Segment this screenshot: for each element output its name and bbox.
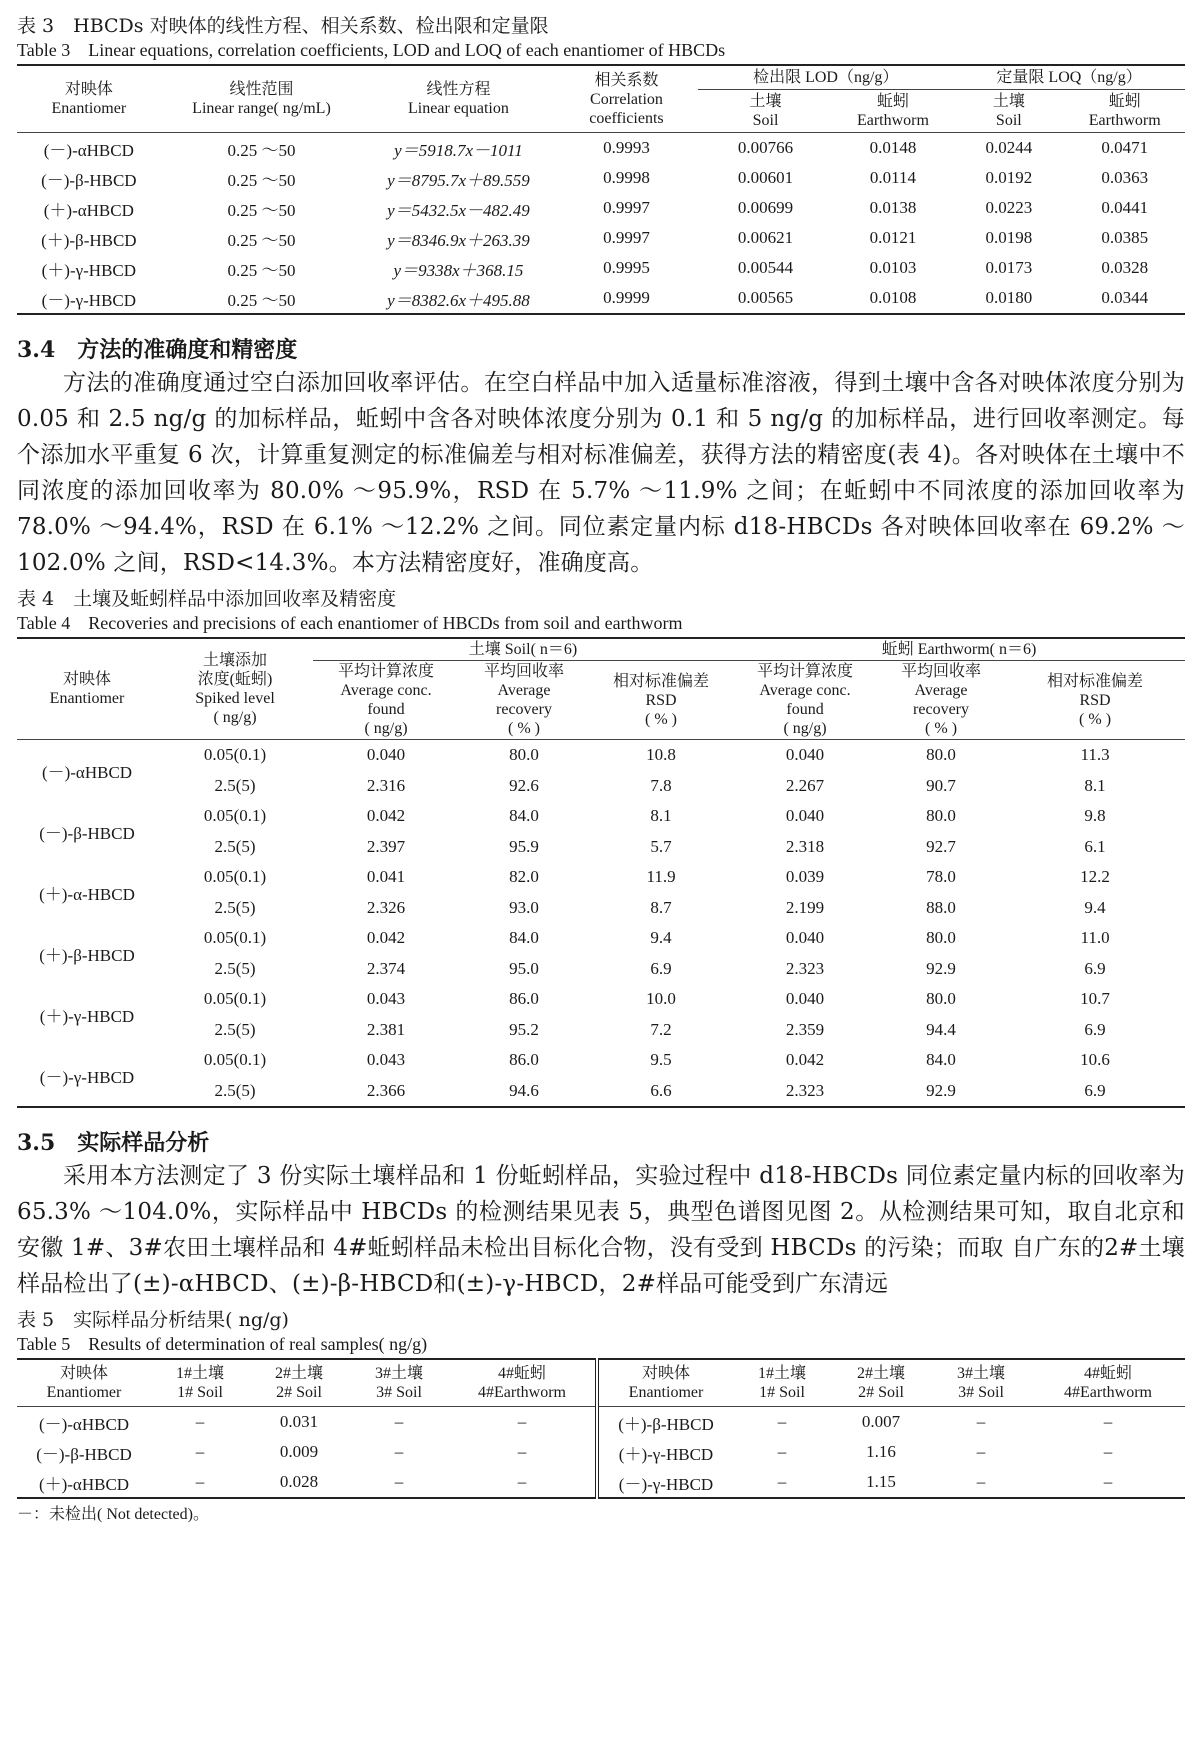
section34-title: 3.4 方法的准确度和精密度 [17, 337, 298, 363]
t3-head-loq-soil: 土壤 Soil [953, 90, 1064, 133]
table3 [17, 64, 1185, 315]
table5 [17, 1358, 1185, 1499]
t3-cell-range: 0.25 ～50 [227, 260, 296, 280]
t4-cell-s-conc: 2.397 [366, 836, 406, 856]
t4-cell-spike: 2.5(5) [214, 836, 256, 856]
t3-cell-range: 0.25 ～50 [227, 140, 296, 160]
t3-cell-loq-soil: 0.0244 [985, 138, 1033, 157]
t4-cell-enantiomer: (＋)-α-HBCD [39, 885, 135, 904]
t4-row [17, 893, 1185, 924]
t4-cell-enantiomer: (＋)-γ-HBCD [39, 1007, 135, 1026]
t4-cell-s-rec: 84.0 [509, 806, 539, 826]
t4-cell-w-conc: 0.042 [785, 1050, 825, 1070]
t4-cell-s-rec: 80.0 [509, 745, 539, 765]
t4-cell-w-rsd: 6.9 [1084, 958, 1106, 978]
t3-cell-equation: y＝5918.7x－1011 [394, 140, 523, 160]
t4-cell-w-rsd: 6.9 [1084, 1019, 1106, 1039]
t4-cell-w-rec: 80.0 [926, 806, 956, 826]
t4-row [17, 923, 1185, 954]
table4-caption-en: Table 4 Recoveries and precisions of each enantiomer of HBCDs from soil and earthworm [17, 613, 683, 633]
t4-cell-s-rec: 82.0 [509, 867, 539, 887]
t4-row [17, 832, 1185, 863]
t3-cell-corr: 0.9998 [603, 168, 650, 187]
t3-cell-lod-soil: 0.00601 [737, 168, 794, 187]
t3-cell-loq-worm: 0.0441 [1101, 198, 1149, 217]
t5-cell-r-s1: – [777, 1442, 787, 1461]
t4-cell-s-rsd: 8.1 [650, 806, 672, 826]
t4-cell-w-conc: 2.323 [785, 1080, 825, 1100]
t5-cell-l-name: (－)-β-HBCD [36, 1444, 132, 1464]
t4-cell-w-rec: 80.0 [926, 745, 956, 765]
section35-body [17, 1158, 1185, 1302]
t4-cell-enantiomer: (－)-γ-HBCD [39, 1068, 135, 1087]
t4-cell-s-conc: 2.374 [366, 958, 406, 978]
t4-cell-s-rsd: 9.4 [650, 928, 672, 948]
t3-cell-lod-worm: 0.0148 [869, 138, 917, 157]
t3-row [17, 163, 1185, 193]
t4-cell-s-rec: 95.0 [509, 958, 539, 978]
section34-paragraph: 方法的准确度通过空白添加回收率评估。在空白样品中加入适量标准溶液，得到土壤中含各对映体浓度分别为 0.05 和 2.5 ng/g 的加标样品，蚯蚓中含各对映体浓度分别为 0.1 和 5 ng/g 的加标样品，进行回收率测定。每个添加水平重复 6 次，计算重复测定的标准偏差与相对标准偏差，获得方法的精密度(表 4)。各对映体在土壤中不同浓度的添加回收率为 80.0% ～95.9%，RSD 在 5.7% ～11.9% 之间；在蚯蚓中不同浓度的添加回收率为 78.0% ～94.4%，RSD 在 6.1% ～12.2% 之间。同位素定量内标 d18-HBCDs 各对映体回收率在 69.2% ～102.0% 之间，RSD<14.3%。本方法精密度好，准确度高。 [17, 370, 1185, 576]
t3-cell-range: 0.25 ～50 [227, 230, 296, 250]
t4-cell-w-rec: 78.0 [926, 867, 956, 887]
t4-cell-s-conc: 2.316 [366, 775, 406, 795]
t3-cell-lod-soil: 0.00544 [737, 258, 794, 277]
t4-cell-w-rsd: 6.9 [1084, 1080, 1106, 1100]
t4-cell-s-rsd: 7.8 [650, 775, 672, 795]
t4-cell-w-conc: 2.318 [785, 836, 825, 856]
t4-cell-w-conc: 2.359 [785, 1019, 825, 1039]
t3-cell-corr: 0.9995 [603, 258, 650, 277]
t4-row [17, 984, 1185, 1015]
t4-cell-s-conc: 0.042 [366, 928, 406, 948]
t4-cell-s-rsd: 11.9 [646, 867, 676, 887]
t5-cell-l-s2: 0.009 [279, 1442, 319, 1461]
t4-cell-s-rsd: 5.7 [650, 836, 672, 856]
t5-head-l-w4: 4#蚯蚓 4#Earthworm [449, 1359, 597, 1407]
t3-row [17, 223, 1185, 253]
t4-cell-w-rec: 92.9 [926, 1080, 956, 1100]
t4-head-worm-rsd: 相对标准偏差 RSD ( % ) [1005, 661, 1185, 740]
t3-cell-corr: 0.9999 [603, 288, 650, 307]
t3-cell-loq-worm: 0.0363 [1101, 168, 1149, 187]
t5-cell-r-w4: – [1103, 1442, 1113, 1461]
t4-cell-w-rsd: 9.4 [1084, 897, 1106, 917]
t5-row [17, 1467, 1185, 1498]
t4-cell-w-conc: 0.039 [785, 867, 825, 887]
t4-cell-enantiomer: (－)-αHBCD [41, 763, 133, 782]
t4-cell-s-rsd: 10.0 [646, 989, 676, 1009]
t5-cell-r-s2: 0.007 [861, 1412, 901, 1431]
t5-cell-l-s1: – [195, 1412, 205, 1431]
t5-cell-r-s3: – [976, 1472, 986, 1491]
t3-cell-range: 0.25 ～50 [227, 290, 296, 310]
t5-head-l-s2: 2#土壤 2# Soil [249, 1359, 349, 1407]
t5-cell-r-s3: – [976, 1412, 986, 1431]
t5-cell-l-s3: – [394, 1472, 404, 1491]
t4-cell-s-rsd: 8.7 [650, 897, 672, 917]
t4-row [17, 954, 1185, 985]
t4-row [17, 1015, 1185, 1046]
t4-cell-s-rec: 95.2 [509, 1019, 539, 1039]
t3-row [17, 253, 1185, 283]
t5-cell-l-name: (＋)-αHBCD [38, 1474, 130, 1494]
table3-caption-cn: 表 3 HBCDs 对映体的线性方程、相关系数、检出限和定量限 [17, 15, 549, 37]
table3-caption-en: Table 3 Linear equations, correlation coefficients, LOD and LOQ of each enantiomer of HBCDs [17, 40, 726, 60]
t4-head-worm-avg: 平均计算浓度 Average conc. found ( ng/g) [733, 661, 877, 740]
t5-head-r-w4: 4#蚯蚓 4#Earthworm [1031, 1359, 1185, 1407]
t3-cell-lod-soil: 0.00565 [737, 288, 794, 307]
t5-cell-l-s2: 0.028 [279, 1472, 319, 1491]
t3-cell-corr: 0.9997 [603, 198, 650, 217]
t4-cell-spike: 0.05(0.1) [203, 1050, 267, 1070]
t3-cell-equation: y＝8795.7x＋89.559 [387, 170, 530, 190]
t4-cell-s-conc: 0.041 [366, 867, 406, 887]
t4-cell-w-rsd: 12.2 [1080, 867, 1110, 887]
table5-caption-cn: 表 5 实际样品分析结果( ng/g) [17, 1309, 289, 1331]
t4-cell-w-rsd: 11.0 [1080, 928, 1110, 948]
t4-cell-w-conc: 0.040 [785, 928, 825, 948]
t4-cell-spike: 2.5(5) [214, 1019, 256, 1039]
t5-head-r-s1: 1#土壤 1# Soil [733, 1359, 831, 1407]
t3-cell-lod-soil: 0.00699 [737, 198, 794, 217]
t4-row [17, 740, 1185, 771]
t3-cell-loq-worm: 0.0385 [1101, 228, 1149, 247]
t4-cell-s-rsd: 7.2 [650, 1019, 672, 1039]
t5-head-r-s3: 3#土壤 3# Soil [931, 1359, 1031, 1407]
t4-cell-spike: 0.05(0.1) [203, 745, 267, 765]
t4-cell-w-rec: 80.0 [926, 928, 956, 948]
t3-cell-loq-soil: 0.0192 [985, 168, 1033, 187]
t5-cell-l-s3: – [394, 1442, 404, 1461]
t4-cell-spike: 2.5(5) [214, 1080, 256, 1100]
t4-cell-s-rsd: 6.6 [650, 1080, 672, 1100]
t4-cell-s-conc: 2.381 [366, 1019, 406, 1039]
t3-head-range: 线性范围 Linear range( ng/mL) [161, 65, 363, 133]
t5-cell-l-s2: 0.031 [279, 1412, 319, 1431]
t5-cell-r-s1: – [777, 1472, 787, 1491]
t4-cell-s-rsd: 10.8 [646, 745, 676, 765]
t4-cell-s-conc: 2.366 [366, 1080, 406, 1100]
t4-cell-w-rec: 84.0 [926, 1050, 956, 1070]
t5-body [17, 1407, 1185, 1499]
t4-cell-w-conc: 2.267 [785, 775, 825, 795]
t4-cell-w-rec: 94.4 [926, 1019, 956, 1039]
t5-head-r-s2: 2#土壤 2# Soil [831, 1359, 931, 1407]
t4-cell-s-rec: 95.9 [509, 836, 539, 856]
t3-cell-loq-soil: 0.0180 [985, 288, 1033, 307]
t3-cell-loq-worm: 0.0344 [1101, 288, 1149, 307]
t4-cell-w-rsd: 10.6 [1080, 1050, 1110, 1070]
t4-cell-enantiomer: (－)-β-HBCD [39, 824, 135, 843]
t4-cell-s-conc: 0.042 [366, 806, 406, 826]
t5-cell-r-name: (＋)-β-HBCD [597, 1407, 733, 1438]
t4-head-spike: 土壤添加 浓度(蚯蚓) Spiked level ( ng/g) [157, 638, 313, 740]
t5-cell-r-w4: – [1103, 1472, 1113, 1491]
t3-head-loq-worm: 蚯蚓 Earthworm [1064, 90, 1185, 133]
t4-head-soil-avg: 平均计算浓度 Average conc. found ( ng/g) [313, 661, 459, 740]
t4-body [17, 740, 1185, 1108]
t4-cell-s-rsd: 6.9 [650, 958, 672, 978]
t4-cell-s-conc: 0.040 [366, 745, 406, 765]
t4-head-worm-group: 蚯蚓 Earthworm( n＝6) [733, 638, 1185, 661]
t3-cell-lod-worm: 0.0114 [869, 168, 917, 187]
table5-caption-en: Table 5 Results of determination of real samples( ng/g) [17, 1334, 428, 1354]
t4-head-enantiomer: 对映体 Enantiomer [17, 638, 157, 740]
t3-head-lod-worm: 蚯蚓 Earthworm [833, 90, 954, 133]
t4-head-worm-rec: 平均回收率 Average recovery ( % ) [877, 661, 1005, 740]
t4-cell-w-rsd: 8.1 [1084, 775, 1106, 795]
t3-cell-enantiomer: (－)-αHBCD [43, 140, 134, 160]
t3-row [17, 283, 1185, 314]
t4-head-soil-group: 土壤 Soil( n＝6) [313, 638, 733, 661]
t3-cell-lod-worm: 0.0108 [869, 288, 917, 307]
t4-cell-w-rec: 80.0 [926, 989, 956, 1009]
t4-cell-w-conc: 0.040 [785, 989, 825, 1009]
t4-cell-s-rsd: 9.5 [650, 1050, 672, 1070]
t5-row [17, 1437, 1185, 1467]
t3-cell-lod-worm: 0.0121 [869, 228, 917, 247]
t3-cell-enantiomer: (＋)-αHBCD [43, 200, 134, 220]
t4-cell-spike: 0.05(0.1) [203, 806, 267, 826]
table4-caption-cn: 表 4 土壤及蚯蚓样品中添加回收率及精密度 [17, 588, 397, 610]
t4-cell-spike: 0.05(0.1) [203, 867, 267, 887]
t4-cell-enantiomer: (＋)-β-HBCD [39, 946, 135, 965]
t4-cell-w-conc: 0.040 [785, 745, 825, 765]
t3-cell-loq-worm: 0.0328 [1101, 258, 1149, 277]
t5-head-l-enantiomer: 对映体 Enantiomer [17, 1359, 151, 1407]
t4-head-soil-rec: 平均回收率 Average recovery ( % ) [459, 661, 589, 740]
t5-cell-r-name: (＋)-γ-HBCD [597, 1437, 733, 1467]
t4-row [17, 771, 1185, 802]
t4-cell-spike: 0.05(0.1) [203, 989, 267, 1009]
t3-head-enantiomer: 对映体 Enantiomer [17, 65, 161, 133]
t3-cell-lod-worm: 0.0103 [869, 258, 917, 277]
t5-cell-r-name: (－)-γ-HBCD [597, 1467, 733, 1498]
t4-cell-spike: 2.5(5) [214, 958, 256, 978]
t4-cell-w-rsd: 10.7 [1080, 989, 1110, 1009]
t3-cell-loq-soil: 0.0198 [985, 228, 1033, 247]
paper-page [17, 14, 1185, 1527]
t3-cell-corr: 0.9997 [603, 228, 650, 247]
t5-cell-r-w4: – [1103, 1412, 1113, 1431]
t3-body [17, 133, 1185, 315]
t4-cell-s-rec: 93.0 [509, 897, 539, 917]
t4-cell-w-rec: 90.7 [926, 775, 956, 795]
t3-head-lod-soil: 土壤 Soil [698, 90, 832, 133]
t3-cell-equation: y＝5432.5x－482.49 [387, 200, 530, 220]
section34-body [17, 365, 1185, 581]
t5-cell-l-s3: – [394, 1412, 404, 1431]
t5-cell-l-w4: – [517, 1472, 527, 1491]
t5-cell-l-name: (－)-αHBCD [38, 1414, 130, 1434]
t3-cell-loq-worm: 0.0471 [1101, 138, 1149, 157]
t3-cell-enantiomer: (－)-γ-HBCD [41, 290, 137, 310]
t4-cell-w-rsd: 6.1 [1084, 836, 1106, 856]
t4-cell-s-rec: 94.6 [509, 1080, 539, 1100]
t4-cell-s-rec: 86.0 [509, 1050, 539, 1070]
table5-footnote: －：未检出( Not detected)。 [17, 1506, 209, 1523]
t3-head-corr: 相关系数 Correlation coefficients [555, 65, 699, 133]
t3-head-lod: 检出限 LOD（ng/g） [698, 65, 953, 90]
t4-cell-w-rec: 88.0 [926, 897, 956, 917]
t4-cell-spike: 0.05(0.1) [203, 928, 267, 948]
t4-cell-s-conc: 2.326 [366, 897, 406, 917]
t4-cell-s-rec: 92.6 [509, 775, 539, 795]
t4-cell-s-rec: 86.0 [509, 989, 539, 1009]
t4-cell-w-conc: 0.040 [785, 806, 825, 826]
t3-cell-loq-soil: 0.0173 [985, 258, 1033, 277]
t4-cell-w-rec: 92.9 [926, 958, 956, 978]
t3-cell-corr: 0.9993 [603, 138, 650, 157]
t3-cell-lod-worm: 0.0138 [869, 198, 917, 217]
t3-head-loq: 定量限 LOQ（ng/g） [953, 65, 1185, 90]
t4-cell-s-conc: 0.043 [366, 1050, 406, 1070]
t4-cell-w-rec: 92.7 [926, 836, 956, 856]
t5-cell-l-w4: – [517, 1412, 527, 1431]
t5-cell-r-s2: 1.16 [866, 1442, 896, 1461]
t4-row [17, 1045, 1185, 1076]
t3-cell-loq-soil: 0.0223 [985, 198, 1033, 217]
t4-cell-s-rec: 84.0 [509, 928, 539, 948]
t3-cell-equation: y＝8382.6x＋495.88 [387, 290, 530, 310]
t4-cell-w-conc: 2.323 [785, 958, 825, 978]
t5-cell-l-s1: – [195, 1442, 205, 1461]
t5-cell-r-s2: 1.15 [866, 1472, 896, 1491]
t3-row [17, 133, 1185, 164]
t5-head-r-enantiomer: 对映体 Enantiomer [597, 1359, 733, 1407]
t3-cell-enantiomer: (＋)-γ-HBCD [41, 260, 137, 280]
t3-row [17, 193, 1185, 223]
t3-cell-enantiomer: (＋)-β-HBCD [41, 230, 137, 250]
t3-cell-lod-soil: 0.00621 [737, 228, 794, 247]
t4-row [17, 801, 1185, 832]
t4-cell-spike: 2.5(5) [214, 897, 256, 917]
section35-title: 3.5 实际样品分析 [17, 1130, 210, 1156]
t4-cell-s-conc: 0.043 [366, 989, 406, 1009]
t3-cell-lod-soil: 0.00766 [737, 138, 794, 157]
t5-cell-r-s3: – [976, 1442, 986, 1461]
table4 [17, 637, 1185, 1108]
t3-head-equation: 线性方程 Linear equation [362, 65, 554, 133]
t5-cell-l-w4: – [517, 1442, 527, 1461]
t3-cell-enantiomer: (－)-β-HBCD [41, 170, 137, 190]
t5-cell-r-s1: – [777, 1412, 787, 1431]
t4-row [17, 1076, 1185, 1108]
t4-cell-w-rsd: 11.3 [1080, 745, 1110, 765]
section35-paragraph: 采用本方法测定了 3 份实际土壤样品和 1 份蚯蚓样品，实验过程中 d18-HBCDs 同位素定量内标的回收率为 65.3% ～104.0%，实际样品中 HBCDs 的检测结果见表 5，典型色谱图见图 2。从检测结果可知，取自北京和安徽 1#、3#农田土壤样品和 4#蚯蚓样品未检出目标化合物，没有受到 HBCDs 的污染；而取 自广东的2#土壤样品检出了(±)-αHBCD、(±)-β-HBCD和(±)-γ-HBCD，2#样品可能受到广东清远 [17, 1163, 1185, 1297]
t4-cell-w-conc: 2.199 [785, 897, 825, 917]
t3-cell-range: 0.25 ～50 [227, 170, 296, 190]
t4-head-soil-rsd: 相对标准偏差 RSD ( % ) [589, 661, 733, 740]
t4-cell-w-rsd: 9.8 [1084, 806, 1106, 826]
t3-cell-equation: y＝8346.9x＋263.39 [387, 230, 530, 250]
t3-cell-equation: y＝9338x＋368.15 [393, 260, 524, 280]
t4-cell-spike: 2.5(5) [214, 775, 256, 795]
t5-head-l-s3: 3#土壤 3# Soil [349, 1359, 449, 1407]
t4-row [17, 862, 1185, 893]
t5-head-l-s1: 1#土壤 1# Soil [151, 1359, 249, 1407]
t5-cell-l-s1: – [195, 1472, 205, 1491]
t3-cell-range: 0.25 ～50 [227, 200, 296, 220]
t5-row [17, 1407, 1185, 1438]
